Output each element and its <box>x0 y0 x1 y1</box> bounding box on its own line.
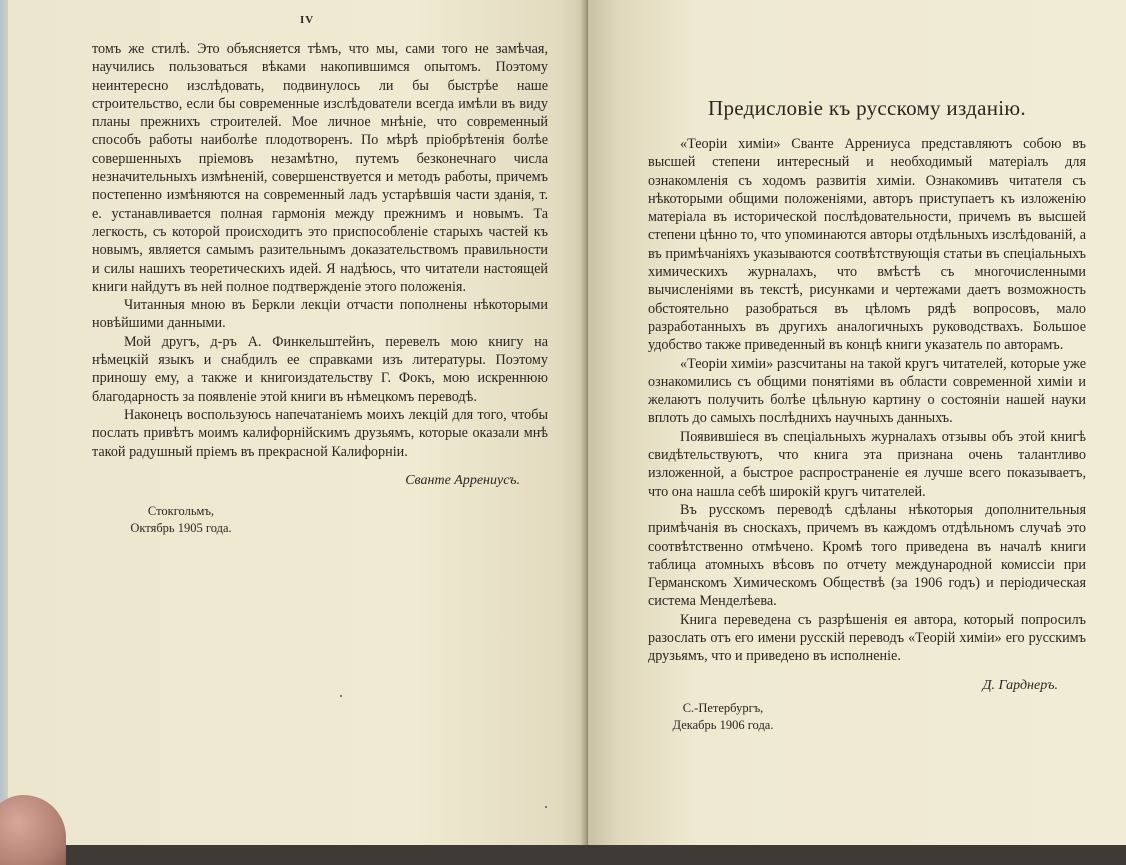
left-page-body <box>92 40 548 461</box>
left-date: Октябрь 1905 года. <box>130 520 232 535</box>
right-paragraph-1: «Теоріи химіи» Сванте Аррениуса представляютъ собою въ высшей степени интересный и необходимый матеріалъ для ознакомленія съ ходомъ развитія химіи. Ознакомивъ читателя съ нѣкоторыми общими положеніями, авторъ приступаетъ къ изложенію матеріала въ исторической послѣдовательности, причемъ въ высшей степени цѣнно то, что упоминаются авторы отдѣльныхъ изслѣдованій, а въ примѣчаніяхъ указываются соотвѣтствующія статьи въ спеціальныхъ химическихъ журналахъ, что вмѣстѣ съ многочисленными вычисленіями въ текстѣ, рисунками и чертежами даетъ возможность обстоятельно разобраться въ цѣломъ рядѣ вопросовъ, мало разработанныхъ въ другихъ аналогичныхъ руководствахъ. Большое удобство также приведенный въ концѣ книги указатель по авторамъ. <box>648 136 1086 354</box>
paper-speck <box>545 806 547 808</box>
left-paragraph-3: Мой другъ, д-ръ А. Финкельштейнъ, перевелъ мою книгу на нѣмецкій языкъ и снабдилъ ее справками изъ литературы. Поэтому приношу ему, а также и книгоиздательству Г. Фокъ, мою искреннюю благодарность за появленіе этой книги въ нѣмецкомъ переводѣ. <box>92 333 548 405</box>
page-number: IV <box>300 14 315 26</box>
left-paragraph-4: Наконецъ воспользуюсь напечатаніемъ моихъ лекцій для того, чтобы послать привѣтъ моимъ калифорнійскимъ друзьямъ, которые оказали мнѣ такой радушный пріемъ въ прекрасной Калифорніи. <box>92 406 548 460</box>
preface-title: Предисловіе къ русскому изданію. <box>708 96 1026 120</box>
right-paragraph-3: Появившіеся въ спеціальныхъ журналахъ отзывы объ этой книгѣ свидѣтельствуютъ, что книга эта признана очень талантливо изложенной, а быстрое распространеніе ея лучше всего показываетъ, что она нашла себѣ широкій кругъ читателей. <box>648 428 1086 500</box>
left-paragraph-2: Читанныя мною въ Беркли лекціи отчасти пополнены нѣкоторыми новѣйшими данными. <box>92 297 548 332</box>
right-paragraph-4: Въ русскомъ переводѣ сдѣланы нѣкоторыя дополнительныя примѣчанія въ сноскахъ, причемъ въ каждомъ отдѣльномъ случаѣ это соотвѣтственно отмѣчено. Кромѣ того приведена въ началѣ книги таблица атомныхъ вѣсовъ по отчету международной комиссіи при Германскомъ Химическомъ Обществѣ (за 1906 годъ) и періодическая система Менделѣева. <box>648 501 1086 610</box>
right-paragraph-5: Книга переведена съ разрѣшенія ея автора, который попросилъ разослать отъ его имени русскій переводъ «Теорій химіи» его русскимъ друзьямъ, что и приведено въ исполненіе. <box>648 611 1086 665</box>
paper-speck <box>340 695 342 697</box>
left-place: Стокгольмъ, <box>147 503 215 518</box>
right-page-body <box>648 135 1086 666</box>
right-paragraph-2: «Теоріи химіи» разсчитаны на такой кругъ читателей, которые уже ознакомились съ общими понятіями въ области современной химіи и желаютъ получить болѣе цѣльную картину о состояніи нашей науки вплоть до самыхъ послѣднихъ научныхъ данныхъ. <box>648 355 1086 427</box>
left-signature: Сванте Аррениусъ. <box>405 472 520 488</box>
right-page <box>588 0 1126 845</box>
right-date: Декабрь 1906 года. <box>672 717 774 732</box>
left-page <box>8 0 588 845</box>
right-signature: Д. Гарднеръ. <box>982 677 1058 693</box>
right-place: С.-Петербургъ, <box>682 700 764 715</box>
right-place-date <box>658 700 788 734</box>
left-paragraph-1: томъ же стилѣ. Это объясняется тѣмъ, что мы, сами того не замѣчая, научились пользоваться вѣками накопившимся опытомъ. Поэтому неинтересно изслѣдовать, подвинулось ли бы быстрѣе наше строительство, если бы современные изслѣдователи всегда имѣли въ виду планы прежнихъ строителей. Мое личное мнѣніе, что современный способъ работы наиболѣе плодотворенъ. По мѣрѣ пріобрѣтенія болѣе совершенныхъ пріемовъ незамѣтно, путемъ безконечнаго числа незначительныхъ измѣненій, совершенствуется и методъ работы, причемъ постепенно измѣняются на современный ладъ устарѣвшія части зданія, т. е. устанавливается полная гармонія между прежнимъ и новымъ. Та легкость, съ которой происходитъ это приспособленіе старыхъ частей къ новымъ, является самымъ разительнымъ доказательствомъ правильности и силы нашихъ теоретическихъ идей. Я надѣюсь, что читатели настоящей книги найдутъ въ ней полное подтвержденіе этого положенія. <box>92 41 548 295</box>
left-place-date <box>116 503 246 537</box>
